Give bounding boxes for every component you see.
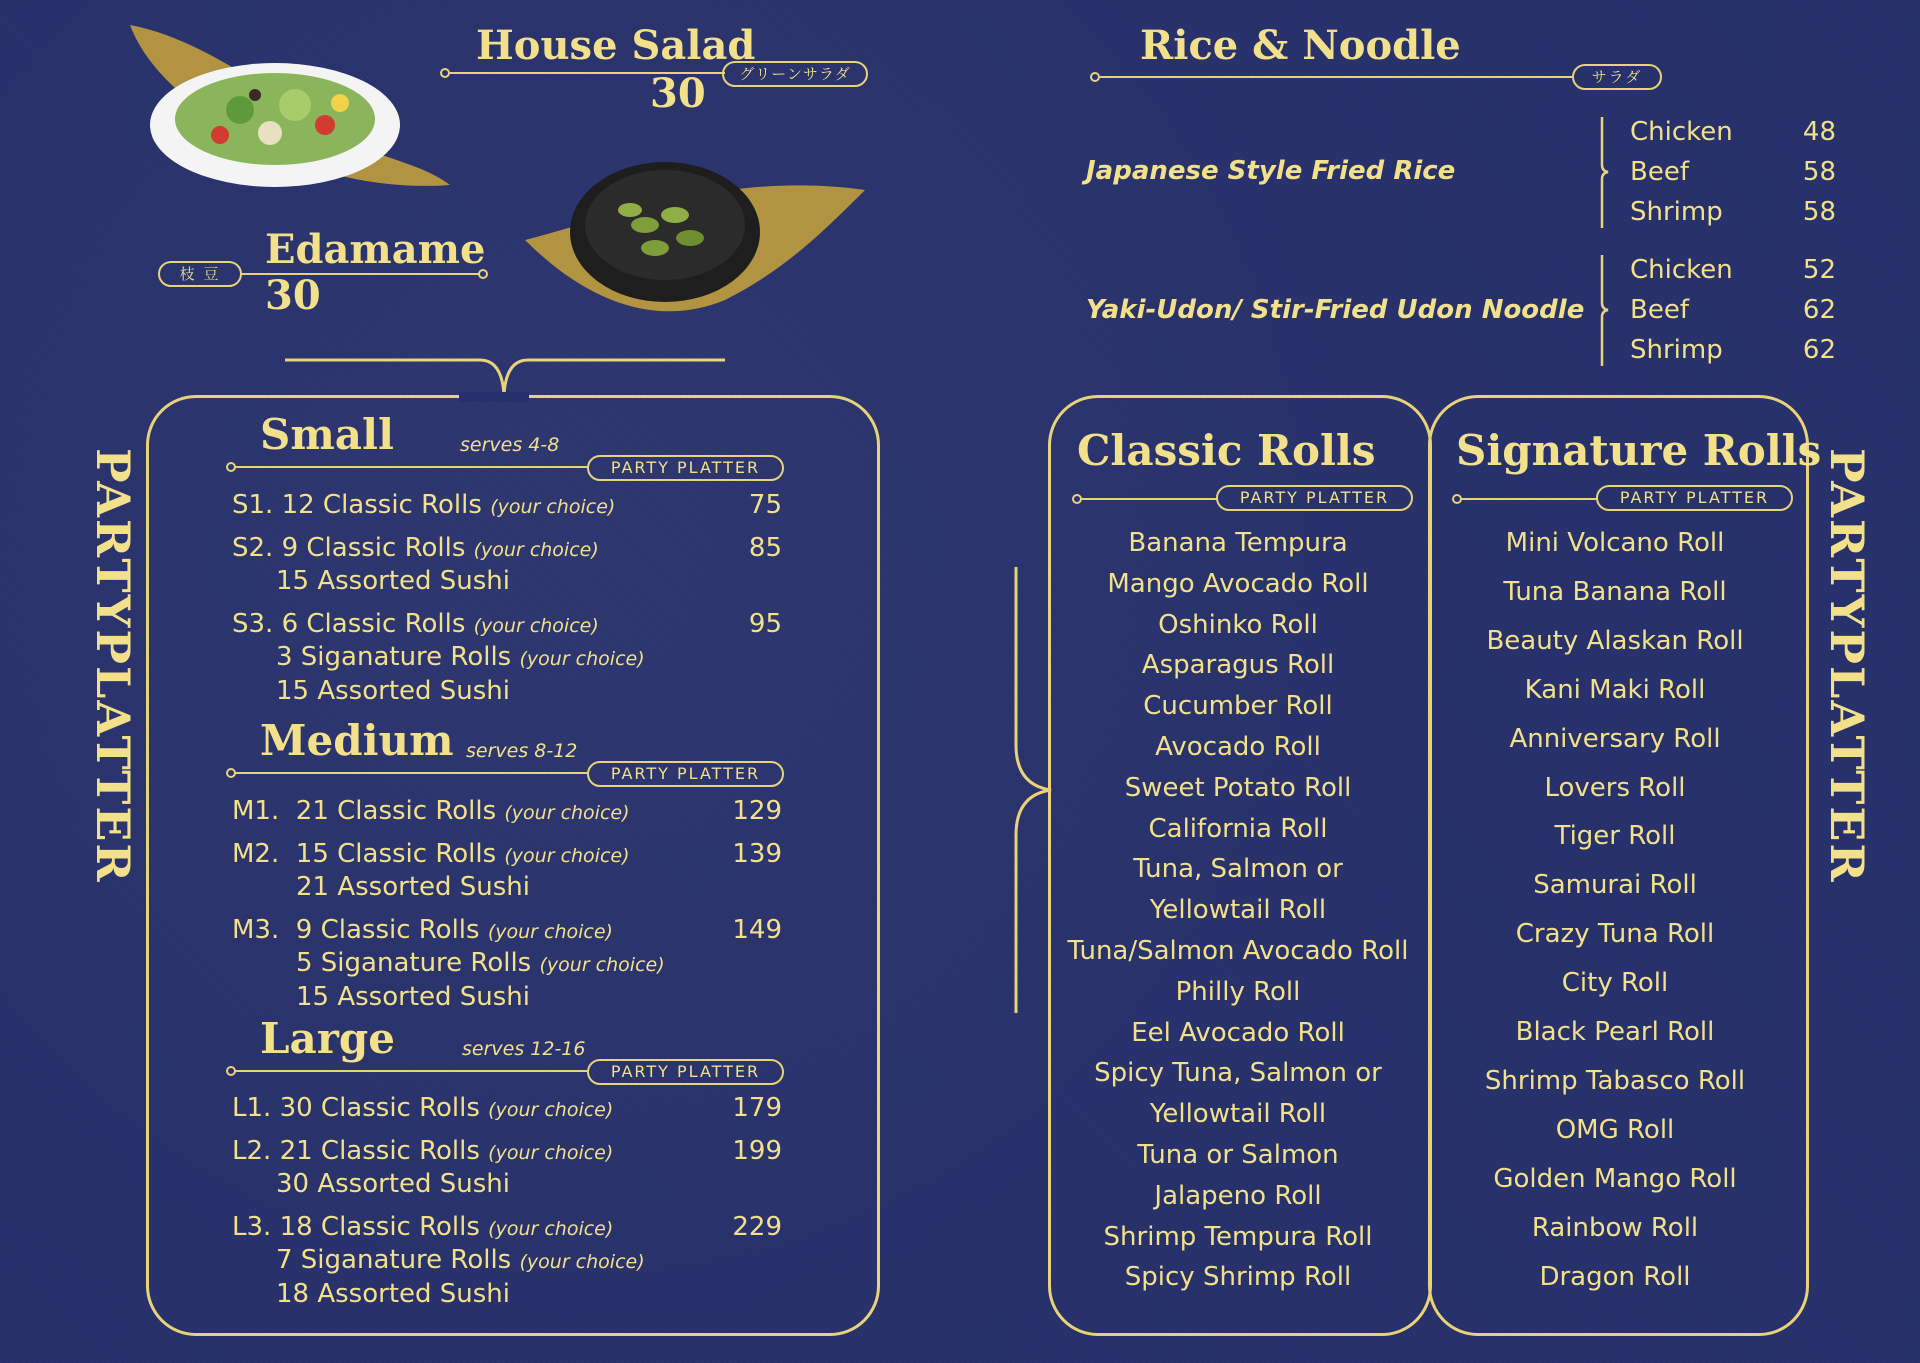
item-price: 229 <box>732 1212 782 1242</box>
item-price: 149 <box>732 915 782 945</box>
roll-item: Beauty Alaskan Roll <box>1486 625 1744 656</box>
divider-line <box>234 772 589 774</box>
classic-rolls-party-platter-badge: PARTY PLATTER <box>1216 485 1413 511</box>
item-price: 139 <box>732 839 782 869</box>
roll-item: Tuna, Salmon or <box>1133 854 1343 885</box>
house-salad-title: House Salad <box>476 22 756 69</box>
menu-item-m2 <box>232 839 630 869</box>
brace-fried-rice <box>1592 115 1612 230</box>
roll-item: Oshinko Roll <box>1158 609 1318 640</box>
roll-item: Cucumber Roll <box>1143 691 1333 722</box>
roll-item: Philly Roll <box>1175 976 1301 1007</box>
classic-rolls-title: Classic Rolls <box>1077 426 1376 475</box>
option-protein: Shrimp <box>1630 335 1723 365</box>
large-title: Large <box>260 1014 395 1063</box>
roll-item: City Roll <box>1561 968 1669 999</box>
item-line <box>276 1245 645 1275</box>
item-line: 12 Classic Rolls <box>281 490 482 520</box>
large-serves: serves 12-16 <box>462 1038 586 1060</box>
roll-item: Banana Tempura <box>1128 528 1348 558</box>
item-code: L3. <box>232 1212 272 1242</box>
item-line <box>296 948 665 978</box>
panel-gap <box>459 392 529 402</box>
your-choice-note: (your choice) <box>488 1218 614 1240</box>
edamame-photo <box>525 160 870 330</box>
item-line: 18 Classic Rolls <box>279 1212 480 1242</box>
rice-noodle-jp-badge: サラダ <box>1572 64 1662 90</box>
roll-item: Tuna/Salmon Avocado Roll <box>1067 936 1409 966</box>
menu-item-s3 <box>232 609 599 639</box>
divider-line <box>1100 76 1572 78</box>
item-price: 179 <box>732 1093 782 1123</box>
roll-item: Shrimp Tabasco Roll <box>1484 1065 1746 1096</box>
roll-item: Mango Avocado Roll <box>1107 568 1369 599</box>
small-title: Small <box>260 410 394 459</box>
item-line: 18 Assorted Sushi <box>276 1279 511 1309</box>
your-choice-note: (your choice) <box>504 802 630 824</box>
menu-item-s2 <box>232 533 599 563</box>
divider-line <box>1080 498 1218 500</box>
roll-item: Eel Avocado Roll <box>1131 1017 1345 1048</box>
roll-item: Rainbow Roll <box>1531 1212 1699 1243</box>
roll-item: Dragon Roll <box>1539 1261 1691 1292</box>
your-choice-note: (your choice) <box>539 954 665 976</box>
yaki-udon-name: Yaki-Udon/ Stir-Fried Udon Noodle <box>1086 295 1585 325</box>
ornament-dot <box>478 269 488 279</box>
divider-line <box>1460 498 1598 500</box>
item-line: 15 Assorted Sushi <box>276 566 511 596</box>
menu-item-l3 <box>232 1212 613 1242</box>
your-choice-note: (your choice) <box>473 539 599 561</box>
edamame-jp-badge: 枝 豆 <box>158 261 242 287</box>
roll-item: OMG Roll <box>1555 1114 1675 1145</box>
salad-photo <box>125 15 455 205</box>
item-line: 21 Classic Rolls <box>279 1136 480 1166</box>
item-line <box>276 642 645 672</box>
roll-item: Samurai Roll <box>1533 870 1697 901</box>
item-price: 85 <box>748 533 782 563</box>
rice-noodle-title: Rice & Noodle <box>1140 22 1461 69</box>
item-line: 15 Classic Rolls <box>295 839 497 869</box>
item-code: L2. <box>232 1136 272 1166</box>
roll-item: Avocado Roll <box>1155 732 1321 762</box>
option-protein: Beef <box>1630 295 1689 325</box>
your-choice-note: (your choice) <box>519 1251 645 1273</box>
house-salad-jp-badge: グリーンサラダ <box>722 61 868 87</box>
roll-item: Spicy Shrimp Roll <box>1124 1262 1352 1293</box>
medium-serves: serves 8-12 <box>466 740 578 762</box>
your-choice-note: (your choice) <box>488 1099 614 1121</box>
your-choice-note: (your choice) <box>504 845 630 867</box>
item-code: S1. <box>232 490 274 520</box>
option-protein: Beef <box>1630 157 1689 187</box>
item-line: 15 Assorted Sushi <box>296 982 531 1012</box>
roll-item: Tuna Banana Roll <box>1503 576 1727 607</box>
option-protein: Chicken <box>1630 117 1733 147</box>
roll-item: Jalapeno Roll <box>1154 1180 1322 1211</box>
edamame-title: Edamame <box>265 226 486 273</box>
item-line: 21 Assorted Sushi <box>296 872 531 902</box>
medium-title: Medium <box>260 716 454 765</box>
roll-item: Shrimp Tempura Roll <box>1103 1221 1373 1252</box>
item-code: L1. <box>232 1093 272 1123</box>
your-choice-note: (your choice) <box>487 921 613 943</box>
brace-yaki-udon <box>1592 253 1612 368</box>
menu-item-s1 <box>232 490 615 520</box>
option-price: 58 <box>1802 197 1836 227</box>
small-serves: serves 4-8 <box>460 434 560 456</box>
item-code: S2. <box>232 533 274 563</box>
roll-item: Spicy Tuna, Salmon or <box>1094 1058 1382 1089</box>
your-choice-note: (your choice) <box>519 648 645 670</box>
item-code: S3. <box>232 609 274 639</box>
item-line: 7 Siganature Rolls <box>276 1245 512 1275</box>
medium-party-platter-badge: PARTY PLATTER <box>587 761 784 787</box>
roll-item: Crazy Tuna Roll <box>1515 919 1715 950</box>
roll-item: Mini Volcano Roll <box>1505 528 1725 558</box>
item-code: M3. <box>232 915 280 945</box>
roll-item: Kani Maki Roll <box>1524 674 1706 705</box>
roll-item: Sweet Potato Roll <box>1124 772 1352 803</box>
small-party-platter-badge: PARTY PLATTER <box>587 455 784 481</box>
item-line: 30 Classic Rolls <box>279 1093 480 1123</box>
option-price: 62 <box>1802 335 1836 365</box>
item-price: 75 <box>748 490 782 520</box>
roll-item: Yellowtail Roll <box>1149 895 1327 926</box>
option-price: 52 <box>1802 255 1836 285</box>
option-protein: Shrimp <box>1630 197 1723 227</box>
item-code: M1. <box>232 796 280 826</box>
option-price: 48 <box>1802 117 1836 147</box>
your-choice-note: (your choice) <box>473 615 599 637</box>
roll-item: California Roll <box>1148 813 1328 844</box>
divider-line <box>234 466 589 468</box>
item-line: 9 Classic Rolls <box>281 533 466 563</box>
large-party-platter-badge: PARTY PLATTER <box>587 1059 784 1085</box>
option-price: 62 <box>1802 295 1836 325</box>
item-line: 30 Assorted Sushi <box>276 1169 511 1199</box>
menu-item-l1 <box>232 1093 613 1123</box>
item-line: 3 Siganature Rolls <box>276 642 512 672</box>
option-protein: Chicken <box>1630 255 1733 285</box>
party-platter-side-label: PARTYPLATTER <box>86 448 140 884</box>
item-line: 5 Siganature Rolls <box>296 948 532 978</box>
item-line: 9 Classic Rolls <box>295 915 480 945</box>
ornament-dot <box>1090 72 1100 82</box>
ornament-dot <box>440 68 450 78</box>
fried-rice-name: Japanese Style Fried Rice <box>1086 156 1456 186</box>
signature-rolls-title: Signature Rolls <box>1456 426 1822 475</box>
party-platter-side-label-right: PARTYPLATTER <box>1820 448 1874 884</box>
house-salad-price: 30 <box>650 70 706 117</box>
roll-item: Asparagus Roll <box>1141 650 1335 681</box>
item-line: 6 Classic Rolls <box>281 609 466 639</box>
edamame-price: 30 <box>265 272 321 319</box>
option-price: 58 <box>1802 157 1836 187</box>
your-choice-note: (your choice) <box>488 1142 614 1164</box>
item-price: 199 <box>732 1136 782 1166</box>
menu-item-m1 <box>232 796 630 826</box>
roll-item: Golden Mango Roll <box>1493 1163 1737 1194</box>
your-choice-note: (your choice) <box>490 496 616 518</box>
menu-item-m3 <box>232 915 613 945</box>
item-code: M2. <box>232 839 280 869</box>
divider-line <box>234 1070 589 1072</box>
item-price: 129 <box>732 796 782 826</box>
roll-item: Anniversary Roll <box>1509 723 1721 754</box>
signature-rolls-party-platter-badge: PARTY PLATTER <box>1596 485 1793 511</box>
menu-item-l2 <box>232 1136 613 1166</box>
item-line: 15 Assorted Sushi <box>276 676 511 706</box>
roll-item: Tiger Roll <box>1554 821 1676 852</box>
roll-item: Black Pearl Roll <box>1515 1017 1715 1047</box>
item-price: 95 <box>748 609 782 639</box>
roll-item: Tuna or Salmon <box>1137 1140 1339 1170</box>
item-line: 21 Classic Rolls <box>295 796 497 826</box>
roll-item: Yellowtail Roll <box>1149 1099 1327 1130</box>
roll-item: Lovers Roll <box>1544 772 1686 803</box>
